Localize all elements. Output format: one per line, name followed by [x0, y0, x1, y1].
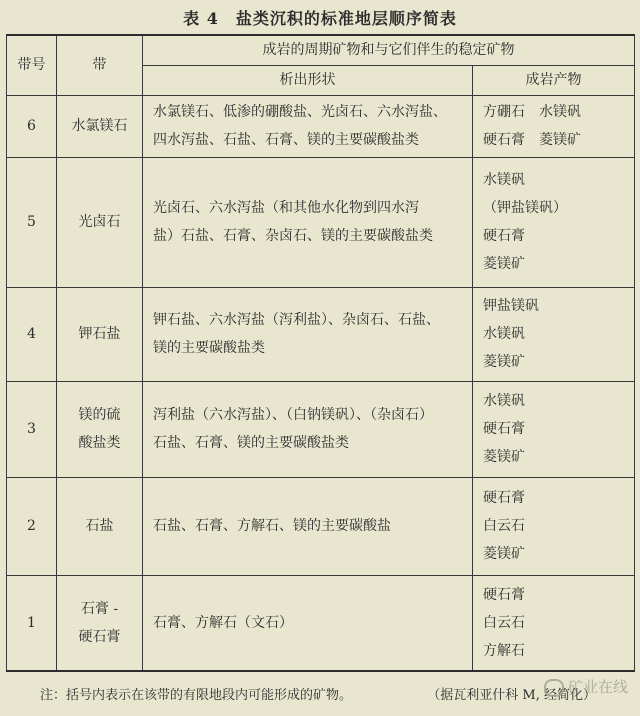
products-cell: 钾盐镁矾 水镁矾 菱镁矿: [473, 287, 635, 381]
note-text: 注：括号内表示在该带的有限地段内可能形成的矿物。: [40, 688, 353, 703]
header-precip: 析出形状: [143, 65, 473, 95]
band-no: 6: [7, 95, 57, 157]
band-no: 3: [7, 381, 57, 477]
products-cell: 方硼石 水镁矾 硬石膏 菱镁矿: [473, 95, 635, 157]
table-row: [7, 287, 635, 381]
table-row: [7, 575, 635, 671]
table-row: [7, 381, 635, 477]
precip-cell: 光卤石、六水泻盐（和其他水化物到四水泻 盐）石盐、石膏、杂卤石、镁的主要碳酸盐类: [143, 157, 473, 287]
band-name: 石盐: [57, 477, 143, 575]
band-name: 石膏 - 硬石膏: [57, 575, 143, 671]
band-name: 钾石盐: [57, 287, 143, 381]
header-group: 成岩的周期矿物和与它们伴生的稳定矿物: [143, 35, 635, 65]
products-cell: 硬石膏 白云石 方解石: [473, 575, 635, 671]
products-cell: 硬石膏 白云石 菱镁矿: [473, 477, 635, 575]
table-row: [7, 95, 635, 157]
band-no: 5: [7, 157, 57, 287]
band-no: 2: [7, 477, 57, 575]
header-diag: 成岩产物: [473, 65, 635, 95]
table-row: [7, 157, 635, 287]
band-no: 4: [7, 287, 57, 381]
precip-cell: 水氯镁石、低渗的硼酸盐、光卤石、六水泻盐、 四水泻盐、石盐、石膏、镁的主要碳酸盐类: [143, 95, 473, 157]
table-note: [40, 684, 630, 703]
band-name: 光卤石: [57, 157, 143, 287]
precip-cell: 钾石盐、六水泻盐（泻利盐）、杂卤石、石盐、 镁的主要碳酸盐类: [143, 287, 473, 381]
watermark-text: 矿业在线: [567, 678, 628, 696]
wechat-icon: [544, 679, 564, 697]
header-band-no: 带号: [7, 35, 57, 95]
precip-cell: 石膏、方解石（文石）: [143, 575, 473, 671]
strata-table: [6, 34, 635, 672]
band-name: 水氯镁石: [57, 95, 143, 157]
band-no: 1: [7, 575, 57, 671]
table-title: 表 4 盐类沉积的标准地层顺序简表: [183, 9, 457, 28]
precip-cell: 石盐、石膏、方解石、镁的主要碳酸盐: [143, 477, 473, 575]
band-name: 镁的硫 酸盐类: [57, 381, 143, 477]
header-row-1: [7, 35, 635, 65]
precip-cell: 泻利盐（六水泻盐）、（白钠镁矾）、（杂卤石） 石盐、石膏、镁的主要碳酸盐类: [143, 381, 473, 477]
products-cell: 水镁矾 （钾盐镁矾） 硬石膏 菱镁矿: [473, 157, 635, 287]
source-citation: （据瓦利亚什科 M, 经简化）: [427, 688, 596, 703]
header-band: 带: [57, 35, 143, 95]
watermark: [544, 676, 628, 697]
table-row: [7, 477, 635, 575]
products-cell: 水镁矾 硬石膏 菱镁矿: [473, 381, 635, 477]
